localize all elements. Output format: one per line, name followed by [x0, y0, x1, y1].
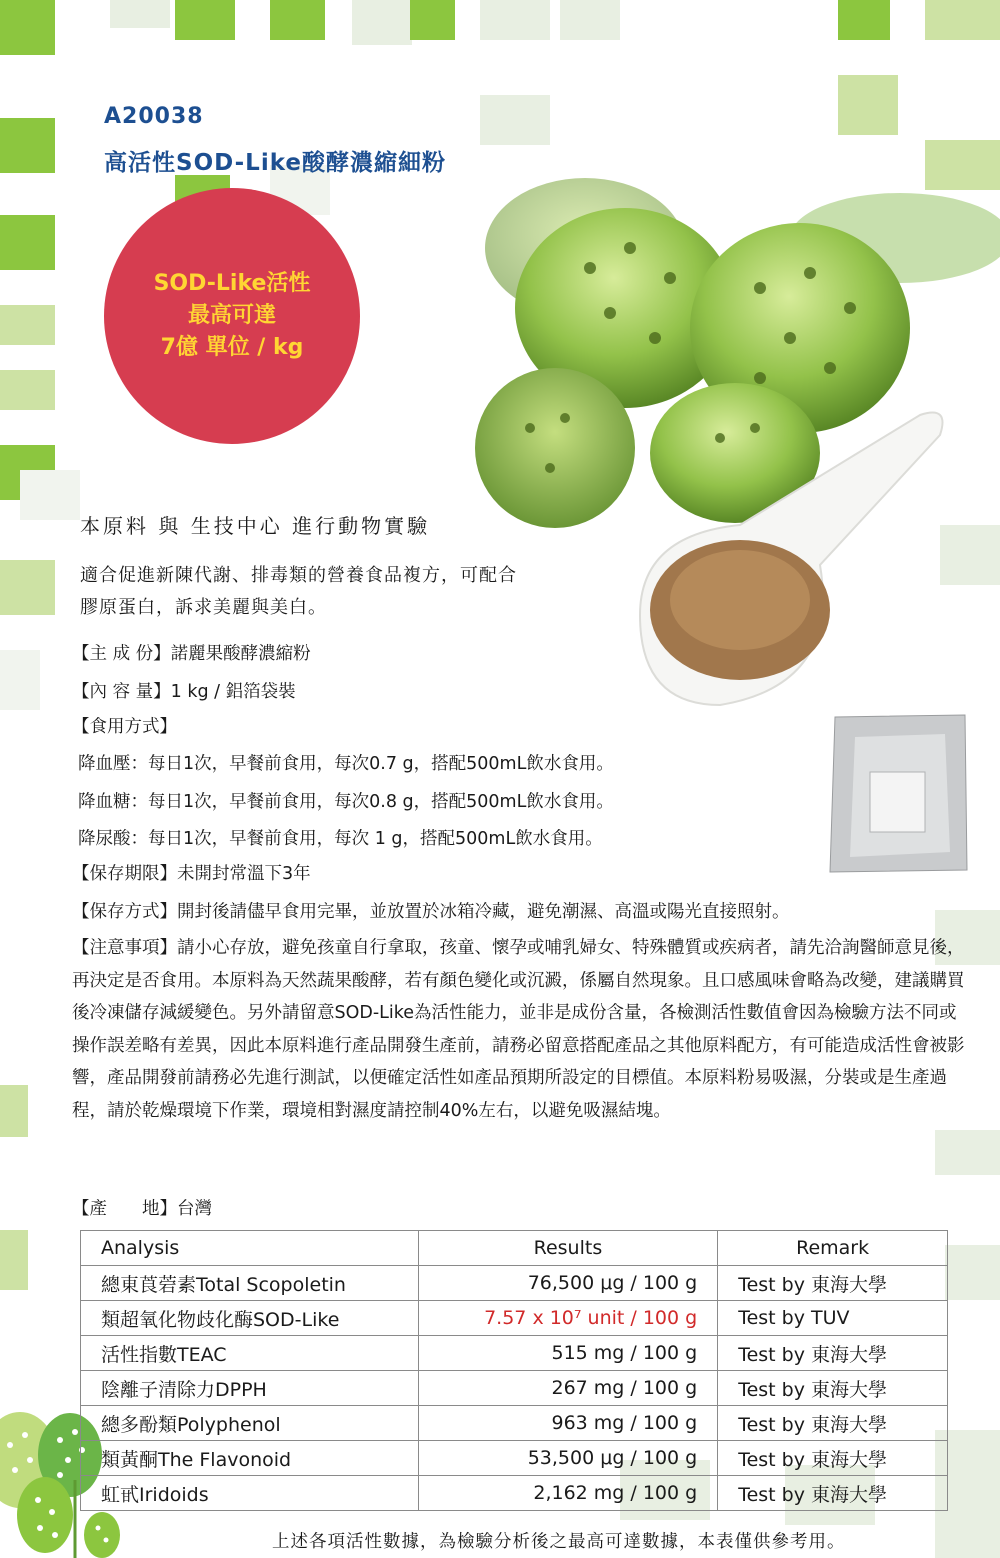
table-row: [81, 1301, 948, 1336]
analysis-cell: 類黃酮The Flavonoid: [81, 1441, 419, 1476]
spoon-powder-image: [620, 395, 950, 725]
analysis-table: [80, 1230, 948, 1511]
result-cell: 2,162 mg / 100 g: [418, 1476, 718, 1511]
product-title: 高活性SOD-Like酸酵濃縮細粉: [104, 150, 446, 176]
content-line: 【內 容 量】1 kg / 鋁箔袋裝: [72, 682, 296, 702]
result-cell: 515 mg / 100 g: [418, 1336, 718, 1371]
notes-text: 請小心存放，避免孩童自行拿取，孩童、懷孕或哺乳婦女、特殊體質或疾病者，請先洽詢醫師意見後，再決定是否食用。本原料為天然蔬果酸酵，若有顏色變化或沉澱，係屬自然現象。且口感風味會略為改變，建議購買後冷凍儲存減緩變色。另外請留意SOD-Like為活性能力，並非是成份含量，各檢測活性數值會因為檢驗方法不同或操作誤差略有差異，因此本原料進行產品開發生產前，請務必留意搭配產品之其他原料配方，有可能造成活性會被影響，產品開發前請務必先進行測試，以便確定活性如產品預期所設定的目標值。本原料粉易吸濕，分裝或是生產過程，請於乾燥環境下作業，環境相對濕度請控制40%左右，以避免吸濕結塊。: [72, 938, 965, 1121]
result-cell: 53,500 μg / 100 g: [418, 1441, 718, 1476]
product-code: A20038: [104, 104, 204, 129]
experiment-heading: 本原料 與 生技中心 進行動物實驗: [80, 514, 431, 538]
remark-cell: Test by TUV: [718, 1301, 948, 1336]
table-header-row: [81, 1231, 948, 1266]
footer-note: 上述各項活性數據，為檢驗分析後之最高可達數據，本表僅供參考用。: [272, 1532, 846, 1552]
header-analysis: Analysis: [81, 1231, 419, 1266]
activity-badge: [104, 188, 360, 444]
remark-cell: Test by 東海大學: [718, 1336, 948, 1371]
badge-line-2: 最高可達: [187, 303, 276, 328]
usage-label: 【食用方式】: [72, 717, 177, 737]
shelf-life-line: 【保存期限】未開封常溫下3年: [72, 864, 311, 884]
analysis-cell: 總東莨菪素Total Scopoletin: [81, 1266, 419, 1301]
foil-bag-image: [825, 712, 970, 875]
header-remark: Remark: [718, 1231, 948, 1266]
origin-line: 【產 地】台灣: [72, 1199, 212, 1219]
result-cell: 963 mg / 100 g: [418, 1406, 718, 1441]
remark-cell: Test by 東海大學: [718, 1371, 948, 1406]
product-description: 適合促進新陳代謝、排毒類的營養食品複方，可配合膠原蛋白，訴求美麗與美白。: [80, 565, 517, 618]
ingredient-line: 【主 成 份】諾麗果酸酵濃縮粉: [72, 644, 311, 664]
table-row: [81, 1371, 948, 1406]
analysis-cell: 總多酚類Polyphenol: [81, 1406, 419, 1441]
storage-line: 【保存方式】開封後請儘早食用完畢，並放置於冰箱冷藏，避免潮濕、高溫或陽光直接照射。: [72, 902, 790, 922]
remark-cell: Test by 東海大學: [718, 1476, 948, 1511]
badge-line-1: SOD-Like活性: [153, 271, 311, 296]
usage-uric-acid: 降尿酸：每日1次，早餐前食用，每次 1 g，搭配500mL飲水食用。: [78, 829, 603, 849]
usage-blood-pressure: 降血壓：每日1次，早餐前食用，每次0.7 g，搭配500mL飲水食用。: [78, 754, 614, 774]
remark-cell: Test by 東海大學: [718, 1441, 948, 1476]
analysis-cell: 類超氧化物歧化酶SOD-Like: [81, 1301, 419, 1336]
badge-line-3: 7億 單位 / kg: [160, 335, 304, 360]
table-row: [81, 1476, 948, 1511]
result-cell: 267 mg / 100 g: [418, 1371, 718, 1406]
table-row: [81, 1336, 948, 1371]
result-cell: 76,500 μg / 100 g: [418, 1266, 718, 1301]
remark-cell: Test by 東海大學: [718, 1406, 948, 1441]
notes-block: [72, 932, 967, 1127]
analysis-cell: 活性指數TEAC: [81, 1336, 419, 1371]
analysis-cell: 陰離子清除力DPPH: [81, 1371, 419, 1406]
usage-blood-sugar: 降血糖：每日1次，早餐前食用，每次0.8 g，搭配500mL飲水食用。: [78, 792, 614, 812]
table-row: [81, 1441, 948, 1476]
table-row: [81, 1406, 948, 1441]
result-cell: 7.57 x 10⁷ unit / 100 g: [418, 1301, 718, 1336]
table-row: [81, 1266, 948, 1301]
header-results: Results: [418, 1231, 718, 1266]
analysis-cell: 虹甙Iridoids: [81, 1476, 419, 1511]
remark-cell: Test by 東海大學: [718, 1266, 948, 1301]
notes-label: 【注意事項】: [72, 938, 177, 958]
